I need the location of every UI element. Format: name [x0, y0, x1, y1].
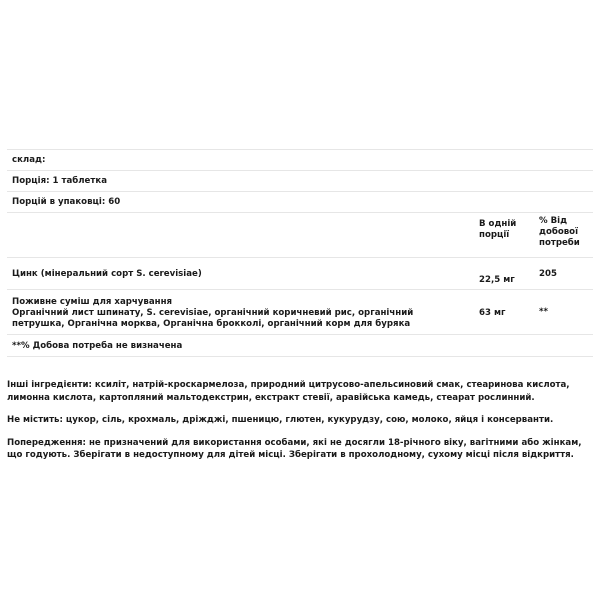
ingredient-amount: 22,5 мг: [479, 275, 515, 285]
supplement-facts-table: [7, 149, 593, 357]
composition-row: [7, 149, 593, 170]
composition-label: склад:: [12, 155, 46, 165]
other-ingredients: Інші інгредієнти: ксиліт, натрій-кроскармелоза, природний цитрусово-апельсиновий смак, стеаринова кислота, лимонна кислота, картопляний мальтодекстрин, екстракт стевії, аравійська камедь, стеарат рослинний.: [7, 380, 570, 403]
serving-size: Порція: 1 таблетка: [12, 176, 107, 186]
ingredient-name: Цинк (мінеральний сорт S. cerevisiae): [12, 269, 202, 279]
warning: Попередження: не призначений для використання особами, які не досягли 18-річного віку, вагітними або жінкам, що годують. Зберігати в недоступному для дітей місці. Зберігати в прохолодному, сухому місці після відкриття.: [7, 437, 582, 460]
footnote: **% Добова потреба не визначена: [12, 341, 183, 351]
table-row: [7, 289, 593, 334]
serving-size-row: [7, 170, 593, 191]
ingredient-name: Поживне суміш для харчування: [12, 297, 173, 307]
servings-per-container-row: [7, 191, 593, 212]
does-not-contain: Не містить: цукор, сіль, крохмаль, дріжджі, пшеницю, глютен, кукурудзу, сою, молоко, яйця і консерванти.: [7, 415, 554, 425]
ingredient-daily-value: **: [539, 307, 548, 317]
servings-per-container: Порцій в упаковці: 60: [12, 197, 121, 207]
ingredient-amount: 63 мг: [479, 308, 506, 318]
table-row: [7, 257, 593, 289]
table-header-row: [7, 212, 593, 257]
footnote-row: [7, 334, 593, 357]
blend-cell: [7, 297, 452, 330]
ingredient-details: Органічний лист шпинату, S. cerevisiae, органічний коричневий рис, органічний петрушка, Органічна морква, Органічна брокколі, органічний корм для буряка: [12, 308, 414, 329]
ingredient-daily-value: 205: [539, 269, 557, 279]
amount-per-serving-header: В одній порції: [479, 219, 517, 240]
daily-value-header: % Від добової потреби: [539, 216, 580, 248]
product-notes: [7, 379, 593, 472]
